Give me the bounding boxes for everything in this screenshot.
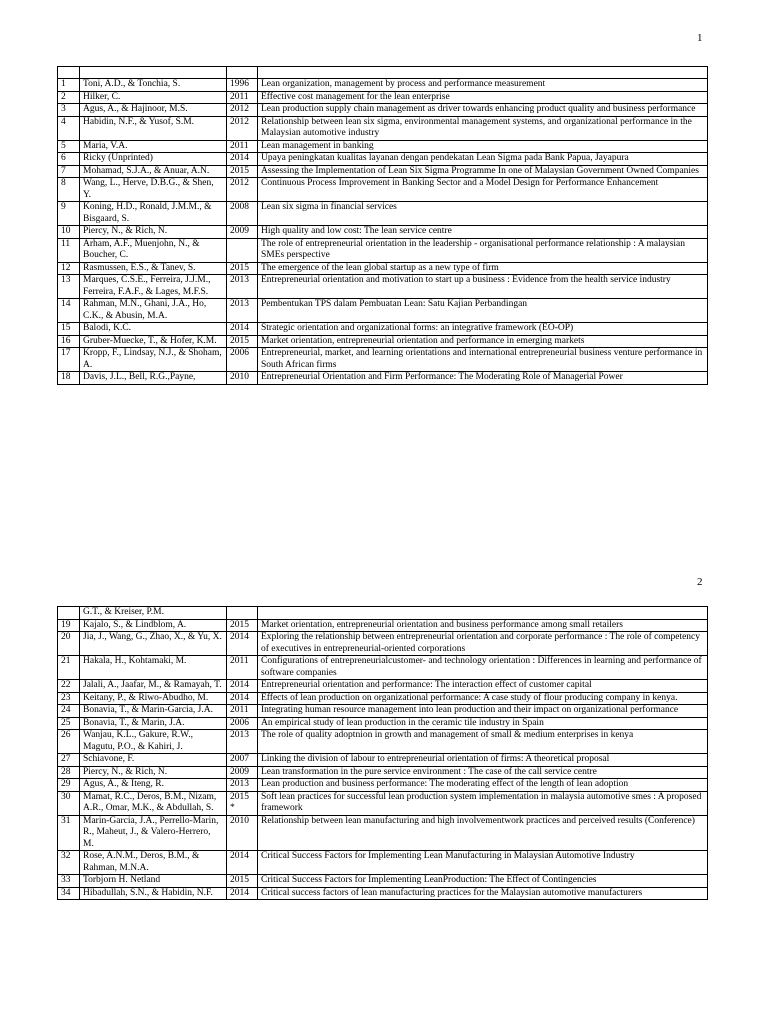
row-year: 2014 — [227, 680, 258, 693]
table-row — [58, 165, 708, 178]
table-row — [58, 875, 708, 888]
row-number: 5 — [58, 140, 80, 153]
row-number: 9 — [58, 202, 80, 226]
row-year: 2009 — [227, 226, 258, 239]
row-number: 14 — [58, 299, 80, 323]
row-author: Bonavia, T., & Marin-Garcia, J.A. — [80, 705, 227, 718]
row-title: Lean six sigma in financial services — [258, 202, 708, 226]
row-year: 2011 — [227, 705, 258, 718]
row-year: 2015 — [227, 335, 258, 348]
header-cell — [58, 67, 80, 79]
row-number — [58, 607, 80, 620]
row-number: 18 — [58, 372, 80, 385]
row-author: Schiavone, F. — [80, 754, 227, 767]
table-row — [58, 91, 708, 104]
row-year: 2010 — [227, 815, 258, 851]
row-title: Critical Success Factors for Implementing LeanProduction: The Effect of Contingencies — [258, 875, 708, 888]
row-year: 2011 — [227, 91, 258, 104]
row-title: High quality and low cost: The lean service centre — [258, 226, 708, 239]
row-author: Toni, A.D., & Tonchia, S. — [80, 79, 227, 92]
row-author: Piercy, N., & Rich, N. — [80, 226, 227, 239]
row-number: 12 — [58, 262, 80, 275]
header-cell — [258, 67, 708, 79]
table-row — [58, 705, 708, 718]
table-row — [58, 656, 708, 680]
table-row — [58, 887, 708, 900]
row-title: Entrepreneurial orientation and motivation to start up a business : Evidence from the health service industry — [258, 275, 708, 299]
reference-table-page-2 — [57, 606, 708, 900]
table-header-row — [58, 67, 708, 79]
row-year: 2013 — [227, 275, 258, 299]
row-year: 2013 — [227, 730, 258, 754]
row-year: 2015 — [227, 262, 258, 275]
row-title: Integrating human resource management into lean production and their impact on organizational performance — [258, 705, 708, 718]
table-row — [58, 717, 708, 730]
row-author: Davis, J.L., Bell, R.G.,Payne, — [80, 372, 227, 385]
row-year: 2014 — [227, 851, 258, 875]
row-year: 2007 — [227, 754, 258, 767]
row-number: 19 — [58, 619, 80, 632]
row-author: Rahman, M.N., Ghani, J.A., Ho, C.K., & Abusin, M.A. — [80, 299, 227, 323]
row-author: Kropp, F., Lindsay, N.J., & Shoham, A. — [80, 348, 227, 372]
row-year: 2006 — [227, 348, 258, 372]
row-author: Agus, A., & Iteng, R. — [80, 779, 227, 792]
table-row — [58, 79, 708, 92]
row-number: 27 — [58, 754, 80, 767]
row-number: 20 — [58, 632, 80, 656]
table-row — [58, 372, 708, 385]
row-number: 2 — [58, 91, 80, 104]
row-title: Entrepreneurial Orientation and Firm Performance: The Moderating Role of Managerial Power — [258, 372, 708, 385]
table-row — [58, 791, 708, 815]
row-number: 17 — [58, 348, 80, 372]
table-row — [58, 851, 708, 875]
row-year: 2012 — [227, 178, 258, 202]
row-year: 2015 * — [227, 791, 258, 815]
row-year — [227, 607, 258, 620]
row-title: Effective cost management for the lean enterprise — [258, 91, 708, 104]
row-year: 1996 — [227, 79, 258, 92]
row-author: Keitany, P., & Riwo-Abudho, M. — [80, 692, 227, 705]
row-author: Piercy, N., & Rich, N. — [80, 766, 227, 779]
table-row — [58, 632, 708, 656]
row-author: Habidin, N.F., & Yusof, S.M. — [80, 116, 227, 140]
table-row — [58, 779, 708, 792]
row-author: Hilker, C. — [80, 91, 227, 104]
row-author: Mamat, R.C., Deros, B.M., Nizam, A.R., Omar, M.K., & Abdullah, S. — [80, 791, 227, 815]
row-number: 6 — [58, 153, 80, 166]
row-year: 2010 — [227, 372, 258, 385]
row-number: 11 — [58, 238, 80, 262]
row-year: 2014 — [227, 323, 258, 336]
row-year: 2013 — [227, 779, 258, 792]
row-year: 2013 — [227, 299, 258, 323]
row-title: An empirical study of lean production in the ceramic tile industry in Spain — [258, 717, 708, 730]
table-row — [58, 140, 708, 153]
table-row — [58, 766, 708, 779]
row-title: Market orientation, entrepreneurial orientation and business performance among small retailers — [258, 619, 708, 632]
row-year: 2011 — [227, 656, 258, 680]
row-year: 2006 — [227, 717, 258, 730]
row-author: Ricky (Unprinted) — [80, 153, 227, 166]
table-row — [58, 202, 708, 226]
row-year: 2015 — [227, 875, 258, 888]
row-number: 22 — [58, 680, 80, 693]
row-author: Arham, A.F., Muenjohn, N., & Boucher, C. — [80, 238, 227, 262]
table-row — [58, 226, 708, 239]
row-author: Mohamad, S.J.A., & Anuar, A.N. — [80, 165, 227, 178]
row-number: 33 — [58, 875, 80, 888]
row-number: 26 — [58, 730, 80, 754]
row-year: 2012 — [227, 104, 258, 117]
row-number: 16 — [58, 335, 80, 348]
row-title: Configurations of entrepreneurialcustomer- and technology orientation : Differences in learning and performance of software companies — [258, 656, 708, 680]
row-year: 2011 — [227, 140, 258, 153]
row-author: Jia, J., Wang, G., Zhao, X., & Yu, X. — [80, 632, 227, 656]
row-year: 2014 — [227, 692, 258, 705]
table-row — [58, 607, 708, 620]
row-year: 2015 — [227, 619, 258, 632]
table-row — [58, 299, 708, 323]
row-number: 3 — [58, 104, 80, 117]
row-author: Agus, A., & Hajinoor, M.S. — [80, 104, 227, 117]
row-number: 1 — [58, 79, 80, 92]
row-number: 30 — [58, 791, 80, 815]
row-author: Hakala, H., Kohtamaki, M. — [80, 656, 227, 680]
row-title: Exploring the relationship between entrepreneurial orientation and corporate performance : The role of competency of executives in entrepreneurial-oriented corporations — [258, 632, 708, 656]
table-row — [58, 815, 708, 851]
header-cell — [80, 67, 227, 79]
row-title: Lean management in banking — [258, 140, 708, 153]
row-title: Strategic orientation and organizational forms: an integrative framework (EO-OP) — [258, 323, 708, 336]
row-title: Market orientation, entrepreneurial orientation and performance in emerging markets — [258, 335, 708, 348]
row-title: The role of entrepreneurial orientation in the leadership - organisational performance relationship : A malaysian SMEs perspective — [258, 238, 708, 262]
table-row — [58, 153, 708, 166]
row-title: Assessing the Implementation of Lean Six Sigma Programme In one of Malaysian Government Owned Companies — [258, 165, 708, 178]
table-row — [58, 178, 708, 202]
row-title: Linking the division of labour to entrepreneurial orientation of firms: A theoretical proposal — [258, 754, 708, 767]
row-author: Maria, V.A. — [80, 140, 227, 153]
row-title: Lean organization, management by process and performance measurement — [258, 79, 708, 92]
table-row — [58, 680, 708, 693]
table-row — [58, 262, 708, 275]
page-number: 2 — [697, 576, 703, 588]
row-number: 10 — [58, 226, 80, 239]
row-title: Relationship between lean six sigma, environmental management systems, and organizational performance in the Malaysian automotive industry — [258, 116, 708, 140]
table-row — [58, 348, 708, 372]
row-author: G.T., & Kreiser, P.M. — [80, 607, 227, 620]
row-author: Gruber-Muecke, T., & Hofer, K.M. — [80, 335, 227, 348]
row-title: The emergence of the lean global startup as a new type of firm — [258, 262, 708, 275]
row-year: 2008 — [227, 202, 258, 226]
row-author: Rasmussen, E.S., & Tanev, S. — [80, 262, 227, 275]
row-number: 28 — [58, 766, 80, 779]
row-number: 25 — [58, 717, 80, 730]
row-title: Upaya peningkatan kualitas layanan dengan pendekatan Lean Sigma pada Bank Papua, Jayapura — [258, 153, 708, 166]
page-number: 1 — [697, 32, 703, 44]
row-title: Entrepreneurial, market, and learning orientations and international entrepreneurial business venture performance in South African firms — [258, 348, 708, 372]
row-title: Soft lean practices for successful lean production system implementation in malaysia automotive smes : A proposed framework — [258, 791, 708, 815]
row-title: Lean production supply chain management as driver towards enhancing product quality and business performance — [258, 104, 708, 117]
row-author: Marques, C.S.E., Ferreira, J.J.M., Ferreira, F.A.F., & Lages, M.F.S. — [80, 275, 227, 299]
row-title: Relationship between lean manufacturing and high involvementwork practices and perceived results (Conference) — [258, 815, 708, 851]
row-number: 32 — [58, 851, 80, 875]
row-author: Wanjau, K.L., Gakure, R.W., Magutu, P.O., & Kahiri, J. — [80, 730, 227, 754]
header-cell — [227, 67, 258, 79]
row-number: 24 — [58, 705, 80, 718]
table-row — [58, 104, 708, 117]
row-number: 23 — [58, 692, 80, 705]
row-author: Kajalo, S., & Lindblom, A. — [80, 619, 227, 632]
row-number: 4 — [58, 116, 80, 140]
row-author: Hibadullah, S.N., & Habidin, N.F. — [80, 887, 227, 900]
row-author: Rose, A.N.M., Deros, B.M., & Rahman, M.N.A. — [80, 851, 227, 875]
table-row — [58, 275, 708, 299]
row-author: Wang, L., Herve, D.B.G., & Shen, Y. — [80, 178, 227, 202]
row-title: Lean transformation in the pure service environment : The case of the call service centre — [258, 766, 708, 779]
row-author: Jalali, A., Jaafar, M., & Ramayah, T. — [80, 680, 227, 693]
reference-table-page-1 — [57, 66, 708, 385]
table-row — [58, 323, 708, 336]
row-title: Critical success factors of lean manufacturing practices for the Malaysian automotive manufacturers — [258, 887, 708, 900]
row-number: 34 — [58, 887, 80, 900]
table-row — [58, 754, 708, 767]
row-year — [227, 238, 258, 262]
row-title: Entrepreneurial orientation and performance: The interaction effect of customer capital — [258, 680, 708, 693]
row-author: Torbjorn H. Netland — [80, 875, 227, 888]
row-year: 2014 — [227, 632, 258, 656]
row-number: 8 — [58, 178, 80, 202]
row-year: 2009 — [227, 766, 258, 779]
row-year: 2014 — [227, 887, 258, 900]
table-row — [58, 619, 708, 632]
row-number: 13 — [58, 275, 80, 299]
row-year: 2015 — [227, 165, 258, 178]
row-author: Marin-Garcia, J.A., Perrello-Marin, R., Maheut, J., & Valero-Herrero, M. — [80, 815, 227, 851]
row-title: Effects of lean production on organizational performance: A case study of flour producing company in kenya. — [258, 692, 708, 705]
table-row — [58, 116, 708, 140]
row-title: The role of quality adoptnion in growth and management of small & medium enterprises in kenya — [258, 730, 708, 754]
row-title: Lean production and business performance: The moderating effect of the length of lean adoption — [258, 779, 708, 792]
row-author: Koning, H.D., Ronald, J.M.M., & Bisgaard, S. — [80, 202, 227, 226]
table-row — [58, 692, 708, 705]
table-row — [58, 238, 708, 262]
row-number: 15 — [58, 323, 80, 336]
table-row — [58, 335, 708, 348]
row-title — [258, 607, 708, 620]
row-number: 7 — [58, 165, 80, 178]
table-row — [58, 730, 708, 754]
row-number: 21 — [58, 656, 80, 680]
row-title: Continuous Process Improvement in Banking Sector and a Model Design for Performance Enhancement — [258, 178, 708, 202]
row-number: 29 — [58, 779, 80, 792]
row-title: Pembentukan TPS dalam Pembuatan Lean: Satu Kajian Perbandingan — [258, 299, 708, 323]
row-title: Critical Success Factors for Implementing Lean Manufacturing in Malaysian Automotive Industry — [258, 851, 708, 875]
row-author: Balodi, K.C. — [80, 323, 227, 336]
row-year: 2012 — [227, 116, 258, 140]
row-author: Bonavia, T., & Marin, J.A. — [80, 717, 227, 730]
row-year: 2014 — [227, 153, 258, 166]
row-number: 31 — [58, 815, 80, 851]
